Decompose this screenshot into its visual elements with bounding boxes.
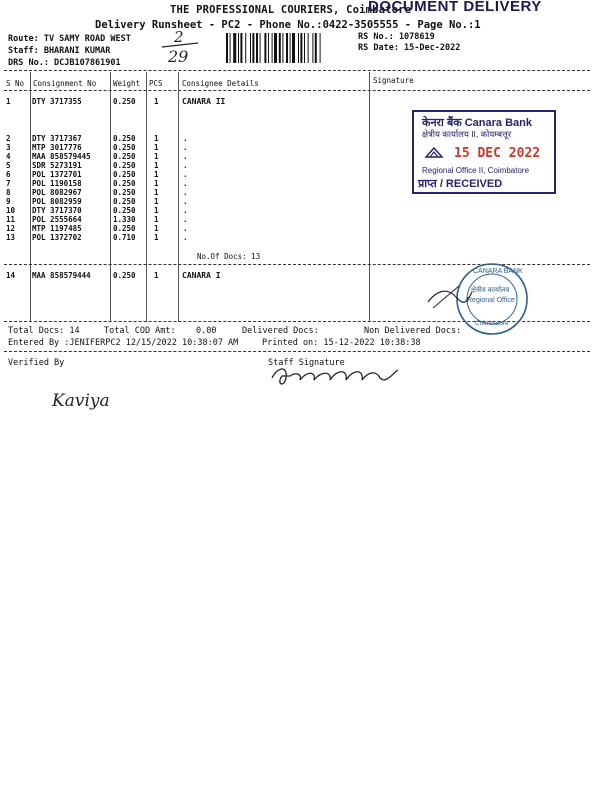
row-pcs: 1	[154, 224, 159, 233]
verified-signature: Kaviya	[52, 391, 110, 411]
row-consignee-mark: .	[183, 188, 188, 197]
column-rule	[110, 72, 111, 322]
document-delivery-stamp: DOCUMENT DELIVERY	[368, 0, 542, 15]
barcode-bar	[274, 33, 277, 63]
row-weight: 0.250	[113, 206, 136, 215]
row-consignment: DTY 3717370	[32, 206, 82, 215]
stamp-received: प्राप्त / RECEIVED	[418, 178, 503, 190]
row-sno: 6	[6, 170, 11, 179]
row-consignee-mark: .	[183, 134, 188, 143]
row-sno: 4	[6, 152, 11, 161]
fraction-top: 2	[174, 28, 184, 46]
row-weight: 1.330	[113, 215, 136, 224]
divider	[4, 70, 590, 71]
row-weight: 0.250	[113, 179, 136, 188]
row-pcs: 1	[154, 188, 159, 197]
barcode-bar	[298, 33, 299, 63]
row-consignee-mark: .	[183, 233, 188, 242]
row-weight: 0.250	[113, 97, 136, 106]
canara-logo-icon	[424, 145, 444, 161]
barcode-bar	[315, 33, 317, 63]
barcode-bar	[304, 33, 305, 63]
barcode-bar	[260, 33, 261, 63]
divider	[4, 351, 590, 352]
signature-scribble-icon	[425, 282, 475, 312]
row-sno: 3	[6, 143, 11, 152]
barcode-bar	[264, 33, 266, 63]
divider	[4, 90, 590, 91]
row-sno: 11	[6, 215, 16, 224]
barcode-bar	[312, 33, 313, 63]
seal-bottom-text: Coimbatore	[475, 320, 509, 327]
barcode-bar	[268, 33, 269, 63]
barcode-bar	[308, 33, 309, 63]
consignee-group-1: CANARA II	[182, 97, 226, 106]
row-consignee-mark: .	[183, 152, 188, 161]
row-sno: 14	[6, 271, 16, 280]
row-pcs: 1	[154, 143, 159, 152]
row-weight: 0.250	[113, 170, 136, 179]
barcode-bar	[286, 33, 288, 63]
col-weight: Weight	[113, 79, 141, 88]
column-rule	[369, 72, 370, 322]
row-sno: 8	[6, 188, 11, 197]
row-consignment: MAA 858579445	[32, 152, 91, 161]
row-weight: 0.250	[113, 271, 136, 280]
row-sno: 9	[6, 197, 11, 206]
row-weight: 0.250	[113, 224, 136, 233]
row-consignment: MTP 1197485	[32, 224, 82, 233]
rs-number: RS No.: 1078619	[358, 32, 435, 42]
row-consignment: POL 8082967	[32, 188, 82, 197]
barcode-bar	[272, 33, 273, 63]
col-consignee: Consignee Details	[182, 79, 259, 88]
docs-count: No.Of Docs: 13	[197, 252, 261, 261]
column-rule	[146, 72, 147, 322]
row-pcs: 1	[154, 134, 159, 143]
staff-signature-icon	[268, 362, 408, 392]
barcode-bar	[300, 33, 302, 63]
row-weight: 0.250	[113, 188, 136, 197]
total-cod-label: Total COD Amt:	[104, 326, 176, 336]
stamp-office: Regional Office II, Coimbatore	[422, 166, 530, 175]
barcode-bar	[252, 33, 254, 63]
barcode-bar	[226, 33, 228, 63]
row-consignment: POL 1190158	[32, 179, 82, 188]
fraction-bottom: 29	[168, 47, 189, 66]
barcode-bar	[240, 33, 242, 63]
route-label: Route: TV SAMY ROAD WEST	[8, 34, 131, 44]
row-sno: 5	[6, 161, 11, 170]
row-consignment: MTP 3017776	[32, 143, 82, 152]
row-pcs: 1	[154, 233, 159, 242]
barcode-bar	[282, 33, 283, 63]
delivered-docs: Delivered Docs:	[242, 326, 319, 336]
row-pcs: 1	[154, 152, 159, 161]
row-consignment: SDR 5273191	[32, 161, 82, 170]
entered-by: Entered By :JENIFERPC2 12/15/2022 10:38:07 AM	[8, 338, 239, 348]
row-consignee-mark: .	[183, 161, 188, 170]
barcode-bar	[250, 33, 251, 63]
stamp-hindi-office: क्षेत्रीय कार्यालय II, कोयम्बत्तूर	[422, 129, 512, 139]
stamp-bank-name: केनरा बैंक Canara Bank	[422, 117, 532, 129]
company-name: THE PROFESSIONAL COURIERS, Coimbatore	[170, 4, 412, 16]
seal-top-text: CANARA BANK	[473, 268, 523, 275]
barcode-bar	[279, 33, 281, 63]
row-consignment: POL 1372701	[32, 170, 82, 179]
row-consignee-mark: .	[183, 179, 188, 188]
row-consignee-mark: .	[183, 170, 188, 179]
row-consignment: DTY 3717367	[32, 134, 82, 143]
row-consignee-mark: .	[183, 215, 188, 224]
row-pcs: 1	[154, 197, 159, 206]
staff-label: Staff: BHARANI KUMAR	[8, 46, 111, 56]
row-consignment: POL 8082959	[32, 197, 82, 206]
col-consignment: Consignment No	[33, 79, 97, 88]
row-sno: 13	[6, 233, 16, 242]
row-weight: 0.250	[113, 134, 136, 143]
row-weight: 0.250	[113, 143, 136, 152]
row-weight: 0.250	[113, 152, 136, 161]
seal-middle-text: Regional Office	[467, 297, 515, 304]
barcode-bar	[230, 33, 231, 63]
stamp-date: 15 DEC 2022	[454, 146, 541, 161]
runsheet-title: Delivery Runsheet - PC2 - Phone No.:0422-3505555 - Page No.:1	[95, 19, 481, 31]
row-consignee-mark: .	[183, 143, 188, 152]
column-rule	[30, 72, 31, 322]
barcode-bar	[290, 33, 291, 63]
barcode-bar	[320, 33, 321, 63]
barcode-bar	[292, 33, 295, 63]
row-pcs: 1	[154, 97, 159, 106]
seal-hindi-text: क्षेत्रीय कार्यालय	[471, 287, 510, 294]
col-sno: S No	[6, 79, 25, 88]
barcode-bar	[233, 33, 236, 63]
barcode-bar	[245, 33, 246, 63]
staff-signature-label: Staff Signature	[268, 358, 345, 368]
row-sno: 7	[6, 179, 11, 188]
row-consignment: MAA 858579444	[32, 271, 91, 280]
non-delivered-docs: Non Delivered Docs:	[364, 326, 462, 336]
col-pcs: PCS	[149, 79, 163, 88]
column-rule	[178, 72, 179, 322]
total-docs: Total Docs: 14	[8, 326, 80, 336]
row-sno: 2	[6, 134, 11, 143]
row-pcs: 1	[154, 215, 159, 224]
handwritten-fraction	[160, 30, 200, 68]
verified-by: Verified By	[8, 358, 65, 368]
col-signature: Signature	[373, 76, 414, 85]
row-consignment: POL 1372702	[32, 233, 82, 242]
row-consignee-mark: .	[183, 224, 188, 233]
barcode-bar	[238, 33, 239, 63]
row-consignee-mark: .	[183, 197, 188, 206]
row-weight: 0.250	[113, 161, 136, 170]
row-pcs: 1	[154, 206, 159, 215]
row-pcs: 1	[154, 179, 159, 188]
rs-date: RS Date: 15-Dec-2022	[358, 43, 461, 53]
row-consignee-mark: .	[183, 206, 188, 215]
row-consignment: POL 2555664	[32, 215, 82, 224]
row-weight: 0.710	[113, 233, 136, 242]
row-consignment: DTY 3717355	[32, 97, 82, 106]
printed-on: Printed on: 15-12-2022 10:38:38	[262, 338, 421, 348]
consignee-group-2: CANARA I	[182, 271, 221, 280]
row-sno: 1	[6, 97, 11, 106]
row-weight: 0.250	[113, 197, 136, 206]
row-pcs: 1	[154, 161, 159, 170]
row-sno: 12	[6, 224, 16, 233]
bank-received-stamp	[412, 110, 556, 194]
row-pcs: 1	[154, 170, 159, 179]
row-pcs: 1	[154, 271, 159, 280]
drs-number: DRS No.: DCJB107861901	[8, 58, 121, 68]
barcode-bar	[256, 33, 258, 63]
row-sno: 10	[6, 206, 16, 215]
total-cod-value: 0.00	[196, 326, 217, 336]
barcode	[226, 33, 352, 63]
